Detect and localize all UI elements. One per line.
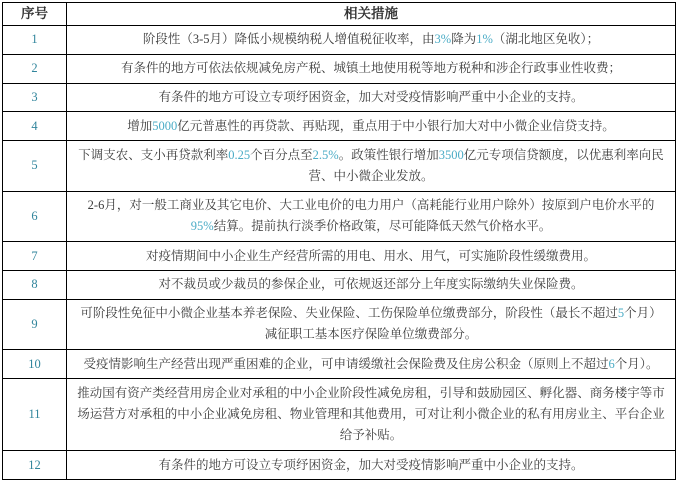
measure-text-segment: 有条件的地方可设立专项纾困资金，加大对受疫情影响严重中小企业的支持。: [158, 90, 584, 105]
table-row: [3, 299, 676, 349]
table-row: [3, 350, 676, 379]
table-header-row: [3, 3, 676, 26]
measure-text-segment: 推动国有资产类经营用房企业对承租的中小企业阶段性减免房租，引导和鼓励园区、孵化器、商务楼宇等市场运营方对承租的中小企业减免房租、物业管理和其他费用，可对让利小微企业的私有用房业主、平台企业给予补贴。: [77, 386, 665, 443]
measure-text-segment: 亿元普惠性的再贷款、再贴现，重点用于中小银行加大对中小微企业信贷支持。: [177, 118, 615, 133]
measure-text: [67, 350, 676, 379]
measure-text: [67, 270, 676, 299]
measure-text-segment: 个月）减征职工基本医疗保险单位缴费部分。: [264, 306, 662, 342]
measure-text: [67, 112, 676, 141]
measure-text: [67, 379, 676, 451]
measure-text: [67, 26, 676, 55]
table-row: [3, 54, 676, 83]
measure-number-highlight: 6: [608, 356, 615, 371]
measure-number-highlight: 5000: [152, 118, 178, 133]
measure-text-segment: 下调支农、支小再贷款利率: [78, 147, 229, 162]
table-row: [3, 191, 676, 241]
measure-number-highlight: 95%: [190, 219, 214, 234]
row-serial-number: 9: [3, 299, 67, 349]
measure-text-segment: 。政策性银行增加: [338, 147, 439, 162]
row-serial-number: 12: [3, 451, 67, 480]
measure-number-highlight: 5: [617, 306, 625, 321]
row-serial-number: 5: [3, 141, 67, 191]
table-row: [3, 270, 676, 299]
table-row: [3, 112, 676, 141]
row-serial-number: 6: [3, 191, 67, 241]
measure-text-segment: 可阶段性免征中小微企业基本养老保险、失业保险、工伤保险单位缴费部分，阶段性（最长不超过: [80, 306, 618, 321]
measures-table: [2, 2, 676, 480]
table-row: [3, 242, 676, 271]
table-row: [3, 26, 676, 55]
measure-text-segment: 个百分点至: [250, 147, 313, 162]
measure-number-highlight: 0.25: [228, 147, 251, 162]
row-serial-number: 3: [3, 83, 67, 112]
row-serial-number: 11: [3, 379, 67, 451]
measure-text-segment: 对疫情期间中小企业生产经营所需的用电、用水、用气，可实施阶段性缓缴费用。: [145, 248, 596, 263]
table-row: [3, 141, 676, 191]
row-serial-number: 1: [3, 26, 67, 55]
measure-text: [67, 83, 676, 112]
measure-text-segment: 有条件的地方可依法依规减免房产税、城镇土地使用税等地方税种和涉企行政事业性收费；: [120, 61, 621, 76]
table-row: [3, 379, 676, 451]
measure-text-segment: 2-6月，对一般工商业及其它电价、大工业电价的电力用户（高耗能行业用户除外）按原到户电价水平的: [87, 198, 655, 213]
measure-text-segment: 亿元专项信贷额度，以优惠利率向民营、中小微企业发放。: [308, 147, 664, 183]
measure-text: [67, 141, 676, 191]
measure-text-segment: 增加: [127, 118, 153, 133]
measure-number-highlight: 1%: [476, 32, 493, 47]
row-serial-number: 10: [3, 350, 67, 379]
table-row: [3, 83, 676, 112]
measure-text: [67, 451, 676, 480]
row-serial-number: 2: [3, 54, 67, 83]
row-serial-number: 8: [3, 270, 67, 299]
measure-text-segment: 受疫情影响生产经营出现严重困难的企业，可申请缓缴社会保险费及住房公积金（原则上不超过: [83, 356, 609, 371]
measure-number-highlight: 2.5%: [312, 147, 339, 162]
row-serial-number: 4: [3, 112, 67, 141]
measure-text-segment: 个月）。: [614, 356, 659, 371]
header-related-measures: 相关措施: [67, 3, 676, 26]
table-body: [3, 26, 676, 480]
measure-text: [67, 299, 676, 349]
row-serial-number: 7: [3, 242, 67, 271]
measure-text-segment: 对不裁员或少裁员的参保企业，可依规返还部分上年度实际缴纳失业保险费。: [158, 277, 584, 292]
measure-text-segment: （湖北地区免收）；: [492, 32, 600, 47]
measure-number-highlight: 3500: [438, 147, 464, 162]
measure-text: [67, 242, 676, 271]
measure-text-segment: 有条件的地方可设立专项纾困资金，加大对受疫情影响严重中小企业的支持。: [158, 457, 584, 472]
table-row: [3, 451, 676, 480]
measure-text-segment: 降为: [451, 32, 477, 47]
measure-number-highlight: 3%: [434, 32, 452, 47]
measure-text: [67, 191, 676, 241]
measure-text-segment: 结算。提前执行淡季价格政策，尽可能降低天然气价格水平。: [213, 219, 552, 234]
header-serial-number: 序号: [3, 3, 67, 26]
measure-text-segment: 阶段性（3-5月）降低小规模纳税人增值税征收率，由: [142, 32, 435, 47]
measure-text: [67, 54, 676, 83]
